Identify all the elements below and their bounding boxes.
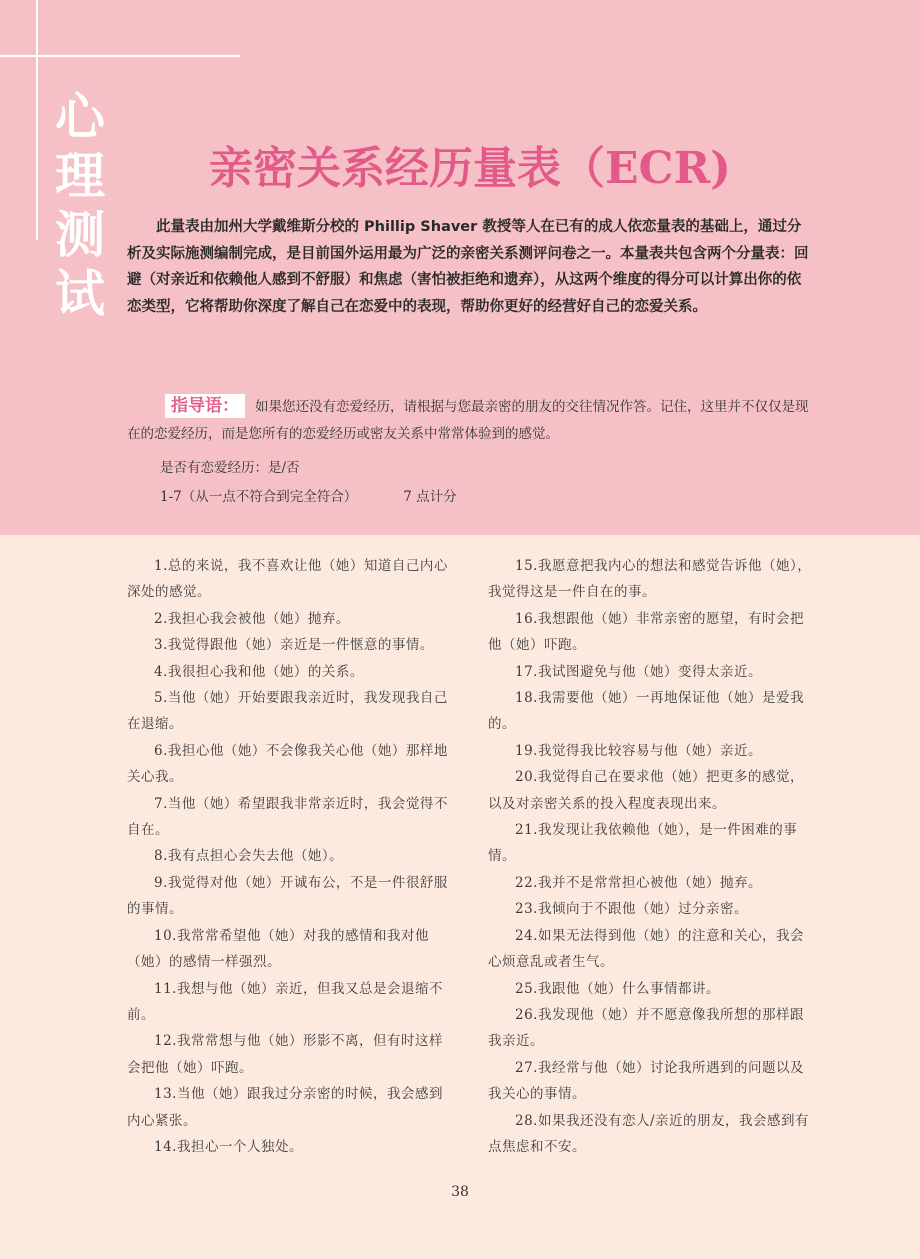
relationship-question: 是否有恋爱经历：是/否 (160, 460, 300, 476)
scale-item: 2.我担心我会被他（她）抛弃。 (154, 610, 350, 627)
scale-points: 7 点计分 (403, 489, 457, 505)
scale-item: 5.当他（她）开始要跟我亲近时，我发现我自己在退缩。 (127, 690, 448, 733)
scale-item: 11.我想与他（她）亲近，但我又总是会退缩不前。 (127, 980, 443, 1023)
scale-item: 12.我常常想与他（她）形影不离，但有时这样会把他（她）吓跑。 (127, 1033, 443, 1076)
scale-item: 19.我觉得我比较容易与他（她）亲近。 (515, 742, 762, 759)
scale-range: 1-7（从一点不符合到完全符合） (160, 489, 358, 505)
scale-note (160, 485, 457, 505)
scale-item: 7.当他（她）希望跟我非常亲近时，我会觉得不自在。 (127, 795, 448, 839)
guide-text: 如果您还没有恋爱经历，请根据与您最亲密的朋友的交往情况作答。记住，这里并不仅仅是现在的恋爱经历，而是您所有的恋爱经历或密友关系中常常体验到的感觉。 (127, 399, 809, 442)
section-label-char: 试 (55, 265, 105, 323)
page-number: 38 (451, 1184, 469, 1200)
scale-item: 20.我觉得自己在要求他（她）把更多的感觉，以及对亲密关系的投入程度表现出来。 (488, 769, 804, 812)
scale-item: 15.我愿意把我内心的想法和感觉告诉他（她），我觉得这是一件自在的事。 (488, 558, 812, 601)
section-label-char: 测 (55, 206, 105, 264)
scale-item: 1.总的来说，我不喜欢让他（她）知道自己内心深处的感觉。 (127, 558, 448, 601)
guide-label: 指导语： (165, 394, 245, 418)
scale-item: 24.如果无法得到他（她）的注意和关心，我会心烦意乱或者生气。 (488, 927, 804, 971)
decorative-vertical-line (36, 0, 38, 240)
scale-item: 4.我很担心我和他（她）的关系。 (154, 663, 364, 680)
scale-item: 9.我觉得对他（她）开诚布公，不是一件很舒服的事情。 (127, 874, 448, 918)
scale-item: 17.我试图避免与他（她）变得太亲近。 (515, 663, 762, 680)
intro-paragraph: 此量表由加州大学戴维斯分校的 Phillip Shaver 教授等人在已有的成人依恋量表的基础上，通过分析及实际施测编制完成，是目前国外运用最为广泛的亲密关系测评问卷之一。本量表共包含两个分量表：回避（对亲近和依赖他人感到不舒服）和焦虑（害怕被拒绝和遗弃），从这两个维度的得分可以计算出你的依恋类型，它将帮助你深度了解自己在恋爱中的表现，帮助你更好的经营好自己的恋爱关系。 (127, 219, 809, 315)
items-right-column (488, 553, 813, 1160)
items-left-column (127, 553, 452, 1160)
scale-item: 8.我有点担心会失去他（她）。 (154, 848, 344, 865)
scale-item: 26.我发现他（她）并不愿意像我所想的那样跟我亲近。 (488, 1006, 804, 1050)
decorative-horizontal-line (0, 55, 240, 57)
scale-item: 27.我经常与他（她）讨论我所遇到的问题以及我关心的事情。 (488, 1059, 804, 1103)
scale-item: 14.我担心一个人独处。 (154, 1138, 303, 1155)
scale-item: 3.我觉得跟他（她）亲近是一件惬意的事情。 (154, 637, 434, 654)
scale-item: 10.我常常希望他（她）对我的感情和我对他（她）的感情一样强烈。 (127, 927, 429, 971)
page-title: 亲密关系经历量表（ECR) (209, 143, 731, 194)
scale-item: 18.我需要他（她）一再地保证他（她）是爱我的。 (488, 690, 804, 733)
section-label (52, 88, 108, 324)
scale-item: 23.我倾向于不跟他（她）过分亲密。 (515, 901, 748, 918)
section-label-char: 心 (55, 88, 105, 146)
scale-item: 25.我跟他（她）什么事情都讲。 (515, 980, 720, 997)
scale-item: 22.我并不是常常担心被他（她）抛弃。 (515, 874, 762, 891)
scale-item: 16.我想跟他（她）非常亲密的愿望，有时会把他（她）吓跑。 (488, 610, 804, 654)
scale-item: 6.我担心他（她）不会像我关心他（她）那样地关心我。 (127, 742, 448, 786)
guide-paragraph (127, 394, 817, 448)
section-label-char: 理 (55, 147, 105, 205)
scale-item: 13.当他（她）跟我过分亲密的时候，我会感到内心紧张。 (127, 1086, 443, 1129)
scale-item: 21.我发现让我依赖他（她），是一件困难的事情。 (488, 822, 798, 865)
scale-item: 28.如果我还没有恋人/亲近的朋友，我会感到有点焦虑和不安。 (488, 1112, 810, 1155)
